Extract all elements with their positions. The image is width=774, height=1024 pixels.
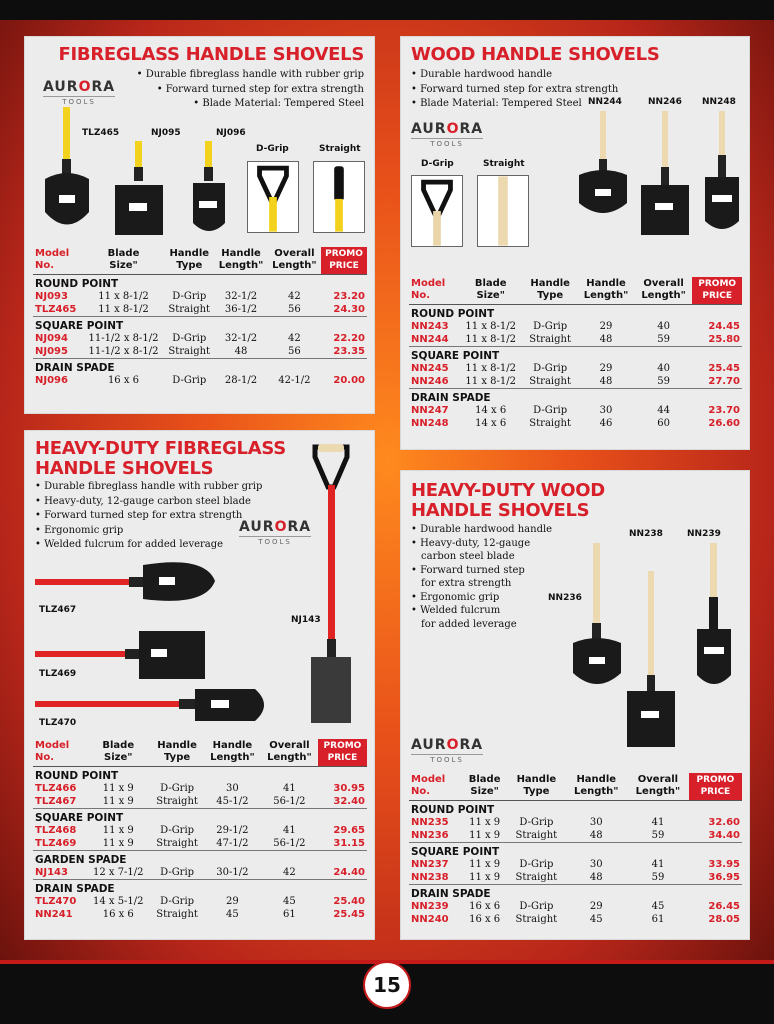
table-row bbox=[409, 913, 742, 926]
table-row bbox=[409, 417, 742, 430]
category-row: ROUND POINT bbox=[33, 767, 367, 783]
label-nj096: NJ096 bbox=[216, 128, 246, 138]
handle-length-cell: 28-1/2 bbox=[224, 375, 258, 386]
bullet: • Blade Material: Tempered Steel bbox=[137, 97, 364, 112]
column-header-promo: PROMO PRICE bbox=[321, 247, 367, 275]
d-grip-image bbox=[411, 175, 463, 247]
column-header-model: Model No. bbox=[35, 740, 70, 763]
handle-type-cell: D-Grip bbox=[519, 817, 554, 828]
category-row: ROUND POINT bbox=[33, 275, 367, 291]
d-grip-image bbox=[247, 161, 299, 233]
top-bar bbox=[0, 0, 774, 20]
shovel-square-image bbox=[635, 111, 695, 237]
blade-size-cell: 16 x 6 bbox=[102, 909, 134, 920]
promo-price-cell: 23.20 bbox=[333, 291, 365, 302]
label-nn236: NN236 bbox=[548, 593, 582, 603]
model-cell: NN244 bbox=[411, 334, 449, 345]
bullet: • Welded fulcrum for added leverage bbox=[35, 538, 262, 553]
table-row bbox=[409, 900, 742, 913]
fibreglass-bullets bbox=[137, 68, 364, 112]
handle-length-cell: 29-1/2 bbox=[216, 825, 249, 836]
promo-price-cell: 25.80 bbox=[708, 334, 740, 345]
bullet: • Ergonomic grip bbox=[411, 591, 552, 605]
blade-size-cell: 16 x 6 bbox=[107, 375, 140, 386]
handle-length-cell: 48 bbox=[599, 334, 613, 345]
column-header-overall: Overall Length" bbox=[267, 740, 312, 763]
label-nn239: NN239 bbox=[687, 529, 721, 539]
handle-length-cell: 36-1/2 bbox=[224, 304, 258, 315]
bullet: • Forward turned step for extra strength bbox=[411, 83, 618, 98]
blade-size-cell: 16 x 6 bbox=[469, 914, 501, 925]
handle-type-cell: Straight bbox=[515, 872, 558, 883]
model-cell: NN239 bbox=[411, 901, 449, 912]
category-row: ROUND POINT bbox=[409, 305, 742, 321]
bullet: • Durable hardwood handle bbox=[411, 68, 618, 83]
table-row bbox=[409, 829, 742, 843]
handle-length-cell: 32-1/2 bbox=[224, 333, 258, 344]
overall-length-cell: 45 bbox=[283, 896, 296, 907]
straight-grip-image bbox=[313, 161, 365, 233]
handle-type-cell: Straight bbox=[529, 376, 571, 387]
label-nn246: NN246 bbox=[648, 97, 682, 107]
bullet: • Durable hardwood handle bbox=[411, 523, 552, 537]
handle-type-cell: D-Grip bbox=[533, 321, 568, 332]
table-header-row bbox=[33, 247, 367, 275]
handle-length-cell: 48 bbox=[234, 346, 248, 357]
blade-size-cell: 11 x 9 bbox=[469, 817, 501, 828]
promo-price-cell: 32.40 bbox=[333, 796, 365, 807]
blade-size-cell: 11 x 9 bbox=[469, 872, 501, 883]
label-straight: Straight bbox=[483, 159, 525, 169]
overall-length-cell: 41 bbox=[651, 859, 665, 870]
blade-size-cell: 11 x 9 bbox=[469, 830, 501, 841]
category-row: DRAIN SPADE bbox=[409, 389, 742, 405]
page-number: 15 bbox=[363, 961, 411, 1009]
blade-size-cell: 14 x 6 bbox=[475, 405, 507, 416]
table-row bbox=[409, 320, 742, 333]
model-cell: NN236 bbox=[411, 830, 449, 841]
model-cell: NN248 bbox=[411, 418, 449, 429]
label-tlz469: TLZ469 bbox=[39, 669, 77, 679]
aurora-logo: AURORA TOOLS bbox=[239, 519, 312, 546]
model-cell: NJ094 bbox=[35, 333, 68, 344]
blade-size-cell: 14 x 6 bbox=[475, 418, 507, 429]
category-row: SQUARE POINT bbox=[409, 843, 742, 859]
wood-title: WOOD HANDLE SHOVELS bbox=[411, 44, 660, 65]
model-cell: NJ093 bbox=[35, 291, 68, 302]
promo-price-cell: 26.60 bbox=[708, 418, 740, 429]
handle-type-cell: Straight bbox=[529, 334, 571, 345]
overall-length-cell: 41 bbox=[283, 825, 296, 836]
handle-type-cell: Straight bbox=[515, 830, 558, 841]
overall-length-cell: 40 bbox=[657, 363, 670, 374]
shovel-round-horizontal-image bbox=[35, 559, 225, 609]
handle-length-cell: 29 bbox=[599, 321, 613, 332]
blade-size-cell: 11 x 9 bbox=[102, 838, 134, 849]
table-row bbox=[409, 404, 742, 417]
table-header-row bbox=[33, 739, 367, 767]
handle-length-cell: 30 bbox=[589, 817, 603, 828]
overall-length-cell: 42-1/2 bbox=[278, 375, 311, 386]
label-nn248: NN248 bbox=[702, 97, 736, 107]
overall-length-cell: 42 bbox=[283, 867, 296, 878]
handle-length-cell: 29 bbox=[599, 363, 613, 374]
promo-price-cell: 28.05 bbox=[708, 914, 740, 925]
column-header-type: Handle Type bbox=[516, 774, 557, 797]
model-cell: TLZ466 bbox=[35, 783, 77, 794]
model-cell: NN243 bbox=[411, 321, 449, 332]
hd-fibreglass-bullets bbox=[35, 480, 262, 553]
model-cell: NN235 bbox=[411, 817, 449, 828]
handle-length-cell: 32-1/2 bbox=[224, 291, 258, 302]
table-row bbox=[33, 290, 367, 303]
label-nn238: NN238 bbox=[629, 529, 663, 539]
promo-price-cell: 27.70 bbox=[708, 376, 740, 387]
shovel-drain-image bbox=[185, 123, 235, 237]
model-cell: NN238 bbox=[411, 872, 449, 883]
hd-fibreglass-spec-table bbox=[33, 739, 367, 921]
bullet: • Durable fibreglass handle with rubber grip bbox=[137, 68, 364, 83]
fibreglass-title: FIBREGLASS HANDLE SHOVELS bbox=[58, 44, 364, 65]
table-row bbox=[409, 858, 742, 871]
promo-price-cell: 24.45 bbox=[708, 321, 740, 332]
shovel-round-image bbox=[37, 107, 97, 237]
label-nn244: NN244 bbox=[588, 97, 622, 107]
handle-type-cell: D-Grip bbox=[160, 783, 195, 794]
shovel-square-image bbox=[109, 107, 169, 237]
hd-wood-title: HEAVY-DUTY WOOD HANDLE SHOVELS bbox=[411, 480, 605, 521]
blade-size-cell: 16 x 6 bbox=[469, 901, 501, 912]
model-cell: NJ095 bbox=[35, 346, 68, 357]
shovel-round-image bbox=[573, 111, 633, 221]
aurora-logo: AURORA TOOLS bbox=[411, 737, 484, 764]
fibreglass-panel bbox=[24, 36, 375, 414]
straight-grip-image bbox=[477, 175, 529, 247]
label-tlz467: TLZ467 bbox=[39, 605, 77, 615]
overall-length-cell: 56-1/2 bbox=[273, 796, 306, 807]
overall-length-cell: 41 bbox=[283, 783, 296, 794]
promo-price-cell: 34.40 bbox=[708, 830, 740, 841]
promo-price-cell: 31.15 bbox=[333, 838, 365, 849]
bullet: • Forward turned step for extra strength bbox=[35, 509, 262, 524]
promo-price-cell: 30.95 bbox=[333, 783, 365, 794]
bullet: • Welded fulcrum for added leverage bbox=[411, 604, 552, 631]
column-header-promo: PROMO PRICE bbox=[318, 739, 367, 767]
label-nj143: NJ143 bbox=[291, 615, 321, 625]
table-row bbox=[33, 837, 367, 851]
column-header-overall: Overall Length" bbox=[272, 248, 317, 271]
fibreglass-spec-table bbox=[33, 247, 367, 387]
promo-price-cell: 25.45 bbox=[708, 363, 740, 374]
model-cell: NN247 bbox=[411, 405, 449, 416]
handle-length-cell: 30 bbox=[589, 859, 603, 870]
promo-price-cell: 25.40 bbox=[333, 896, 365, 907]
handle-length-cell: 47-1/2 bbox=[216, 838, 249, 849]
handle-type-cell: D-Grip bbox=[160, 867, 195, 878]
shovel-drain-image bbox=[691, 543, 737, 693]
hd-fibreglass-panel bbox=[24, 430, 375, 940]
shovel-drain-image bbox=[699, 111, 745, 237]
label-dgrip: D-Grip bbox=[256, 144, 289, 154]
handle-length-cell: 29 bbox=[226, 896, 239, 907]
model-cell: TLZ465 bbox=[35, 304, 77, 315]
promo-price-cell: 36.95 bbox=[708, 872, 740, 883]
column-header-blade: Blade Size" bbox=[468, 774, 501, 797]
table-row bbox=[33, 908, 367, 921]
table-row bbox=[33, 345, 367, 359]
category-row: DRAIN SPADE bbox=[33, 359, 367, 375]
blade-size-cell: 11 x 8-1/2 bbox=[465, 334, 516, 345]
shovel-square-image bbox=[621, 571, 681, 751]
bullet: • Heavy-duty, 12-gauge carbon steel blade bbox=[411, 537, 552, 564]
promo-price-cell: 33.95 bbox=[708, 859, 740, 870]
handle-length-cell: 30-1/2 bbox=[216, 867, 249, 878]
handle-length-cell: 30 bbox=[599, 405, 613, 416]
label-tlz465: TLZ465 bbox=[82, 128, 120, 138]
table-row bbox=[33, 374, 367, 387]
column-header-promo: PROMO PRICE bbox=[689, 773, 742, 801]
blade-size-cell: 12 x 7-1/2 bbox=[92, 867, 144, 878]
column-header-type: Handle Type bbox=[169, 248, 210, 271]
bullet: • Ergonomic grip bbox=[35, 524, 262, 539]
model-cell: NN246 bbox=[411, 376, 449, 387]
model-cell: TLZ470 bbox=[35, 896, 77, 907]
bullet: • Durable fibreglass handle with rubber grip bbox=[35, 480, 262, 495]
hd-fibreglass-title: HEAVY-DUTY FIBREGLASS HANDLE SHOVELS bbox=[35, 438, 286, 479]
table-row bbox=[409, 375, 742, 389]
label-straight: Straight bbox=[319, 144, 361, 154]
table-row bbox=[33, 866, 367, 880]
bullet: • Forward turned step for extra strength bbox=[137, 83, 364, 98]
wood-spec-table bbox=[409, 277, 742, 430]
table-row bbox=[33, 895, 367, 908]
handle-type-cell: Straight bbox=[168, 346, 211, 357]
overall-length-cell: 60 bbox=[657, 418, 670, 429]
overall-length-cell: 44 bbox=[657, 405, 670, 416]
bullet: • Forward turned step for extra strength bbox=[411, 564, 552, 591]
column-header-promo: PROMO PRICE bbox=[692, 277, 742, 305]
table-row bbox=[409, 362, 742, 375]
garden-spade-image bbox=[301, 441, 361, 731]
model-cell: TLZ469 bbox=[35, 838, 77, 849]
handle-type-cell: D-Grip bbox=[160, 825, 195, 836]
table-row bbox=[409, 871, 742, 885]
table-row bbox=[409, 816, 742, 829]
table-row bbox=[409, 333, 742, 347]
model-cell: NJ143 bbox=[35, 867, 68, 878]
column-header-type: Handle Type bbox=[530, 278, 570, 301]
handle-type-cell: D-Grip bbox=[160, 896, 195, 907]
column-header-model: Model No. bbox=[35, 248, 70, 271]
category-row: SQUARE POINT bbox=[33, 809, 367, 825]
overall-length-cell: 59 bbox=[651, 872, 665, 883]
handle-length-cell: 48 bbox=[589, 872, 603, 883]
promo-price-cell: 24.40 bbox=[333, 867, 365, 878]
column-header-length: Handle Length" bbox=[573, 774, 619, 797]
table-row bbox=[33, 795, 367, 809]
blade-size-cell: 11 x 9 bbox=[102, 825, 134, 836]
category-row: GARDEN SPADE bbox=[33, 851, 367, 867]
blade-size-cell: 11-1/2 x 8-1/2 bbox=[88, 346, 159, 357]
table-row bbox=[33, 303, 367, 317]
promo-price-cell: 23.70 bbox=[708, 405, 740, 416]
handle-type-cell: Straight bbox=[156, 909, 198, 920]
bullet: • Blade Material: Tempered Steel bbox=[411, 97, 618, 112]
blade-size-cell: 11 x 9 bbox=[102, 783, 134, 794]
model-cell: NN240 bbox=[411, 914, 449, 925]
blade-size-cell: 11 x 9 bbox=[102, 796, 134, 807]
promo-price-cell: 23.35 bbox=[333, 346, 365, 357]
handle-type-cell: D-Grip bbox=[519, 859, 554, 870]
blade-size-cell: 11 x 9 bbox=[469, 859, 501, 870]
blade-size-cell: 11 x 8-1/2 bbox=[465, 321, 516, 332]
hd-wood-bullets bbox=[411, 523, 552, 631]
handle-type-cell: D-Grip bbox=[172, 291, 207, 302]
promo-price-cell: 20.00 bbox=[333, 375, 365, 386]
category-row: SQUARE POINT bbox=[409, 347, 742, 363]
column-header-model: Model No. bbox=[411, 774, 446, 797]
table-row bbox=[33, 782, 367, 795]
column-header-blade: Blade Size" bbox=[107, 248, 140, 271]
promo-price-cell: 32.60 bbox=[708, 817, 740, 828]
handle-type-cell: D-Grip bbox=[533, 363, 568, 374]
handle-length-cell: 48 bbox=[599, 376, 613, 387]
overall-length-cell: 40 bbox=[657, 321, 670, 332]
model-cell: NN241 bbox=[35, 909, 73, 920]
handle-type-cell: Straight bbox=[515, 914, 558, 925]
hd-wood-spec-table bbox=[409, 773, 742, 926]
overall-length-cell: 41 bbox=[651, 817, 665, 828]
overall-length-cell: 56 bbox=[287, 304, 301, 315]
column-header-type: Handle Type bbox=[157, 740, 197, 763]
table-header-row bbox=[409, 277, 742, 305]
model-cell: TLZ468 bbox=[35, 825, 77, 836]
overall-length-cell: 56-1/2 bbox=[273, 838, 306, 849]
handle-length-cell: 29 bbox=[589, 901, 603, 912]
label-nj095: NJ095 bbox=[151, 128, 181, 138]
shovel-round-image bbox=[567, 543, 627, 693]
category-row: SQUARE POINT bbox=[33, 317, 367, 333]
promo-price-cell: 24.30 bbox=[333, 304, 365, 315]
blade-size-cell: 11 x 8-1/2 bbox=[98, 304, 149, 315]
aurora-logo: AURORA TOOLS bbox=[43, 79, 116, 106]
model-cell: TLZ467 bbox=[35, 796, 77, 807]
handle-length-cell: 45-1/2 bbox=[216, 796, 249, 807]
overall-length-cell: 42 bbox=[287, 291, 301, 302]
overall-length-cell: 61 bbox=[651, 914, 665, 925]
handle-type-cell: Straight bbox=[168, 304, 211, 315]
handle-type-cell: D-Grip bbox=[519, 901, 554, 912]
category-row: ROUND POINT bbox=[409, 801, 742, 817]
blade-size-cell: 11-1/2 x 8-1/2 bbox=[88, 333, 159, 344]
label-tlz470: TLZ470 bbox=[39, 718, 77, 728]
handle-type-cell: D-Grip bbox=[172, 333, 207, 344]
model-cell: NN237 bbox=[411, 859, 449, 870]
handle-length-cell: 46 bbox=[599, 418, 613, 429]
overall-length-cell: 59 bbox=[657, 376, 670, 387]
aurora-logo: AURORA TOOLS bbox=[411, 121, 484, 148]
table-row bbox=[33, 332, 367, 345]
bullet: • Heavy-duty, 12-gauge carbon steel blade bbox=[35, 495, 262, 510]
column-header-length: Handle Length" bbox=[583, 278, 629, 301]
blade-size-cell: 11 x 8-1/2 bbox=[98, 291, 149, 302]
wood-panel bbox=[400, 36, 750, 450]
handle-length-cell: 45 bbox=[589, 914, 603, 925]
column-header-overall: Overall Length" bbox=[641, 278, 686, 301]
blade-size-cell: 11 x 8-1/2 bbox=[465, 376, 516, 387]
label-dgrip: D-Grip bbox=[421, 159, 454, 169]
promo-price-cell: 25.45 bbox=[333, 909, 365, 920]
handle-type-cell: Straight bbox=[156, 838, 198, 849]
promo-price-cell: 29.65 bbox=[333, 825, 365, 836]
column-header-model: Model No. bbox=[411, 278, 446, 301]
column-header-length: Handle Length" bbox=[218, 248, 264, 271]
model-cell: NN245 bbox=[411, 363, 449, 374]
blade-size-cell: 14 x 5-1/2 bbox=[92, 896, 144, 907]
overall-length-cell: 56 bbox=[287, 346, 301, 357]
column-header-length: Handle Length" bbox=[210, 740, 255, 763]
handle-type-cell: Straight bbox=[529, 418, 571, 429]
promo-price-cell: 22.20 bbox=[333, 333, 365, 344]
handle-length-cell: 45 bbox=[226, 909, 239, 920]
handle-type-cell: D-Grip bbox=[533, 405, 568, 416]
overall-length-cell: 61 bbox=[283, 909, 296, 920]
hd-wood-panel bbox=[400, 470, 750, 940]
overall-length-cell: 42 bbox=[287, 333, 301, 344]
blade-size-cell: 11 x 8-1/2 bbox=[465, 363, 516, 374]
column-header-blade: Blade Size" bbox=[474, 278, 507, 301]
overall-length-cell: 59 bbox=[657, 334, 670, 345]
handle-type-cell: Straight bbox=[156, 796, 198, 807]
model-cell: NJ096 bbox=[35, 375, 68, 386]
table-header-row bbox=[409, 773, 742, 801]
column-header-blade: Blade Size" bbox=[102, 740, 135, 763]
handle-type-cell: D-Grip bbox=[172, 375, 207, 386]
column-header-overall: Overall Length" bbox=[635, 774, 681, 797]
handle-length-cell: 48 bbox=[589, 830, 603, 841]
overall-length-cell: 59 bbox=[651, 830, 665, 841]
table-row bbox=[33, 824, 367, 837]
overall-length-cell: 45 bbox=[651, 901, 665, 912]
category-row: DRAIN SPADE bbox=[409, 885, 742, 901]
promo-price-cell: 26.45 bbox=[708, 901, 740, 912]
category-row: DRAIN SPADE bbox=[33, 880, 367, 896]
handle-length-cell: 30 bbox=[226, 783, 239, 794]
